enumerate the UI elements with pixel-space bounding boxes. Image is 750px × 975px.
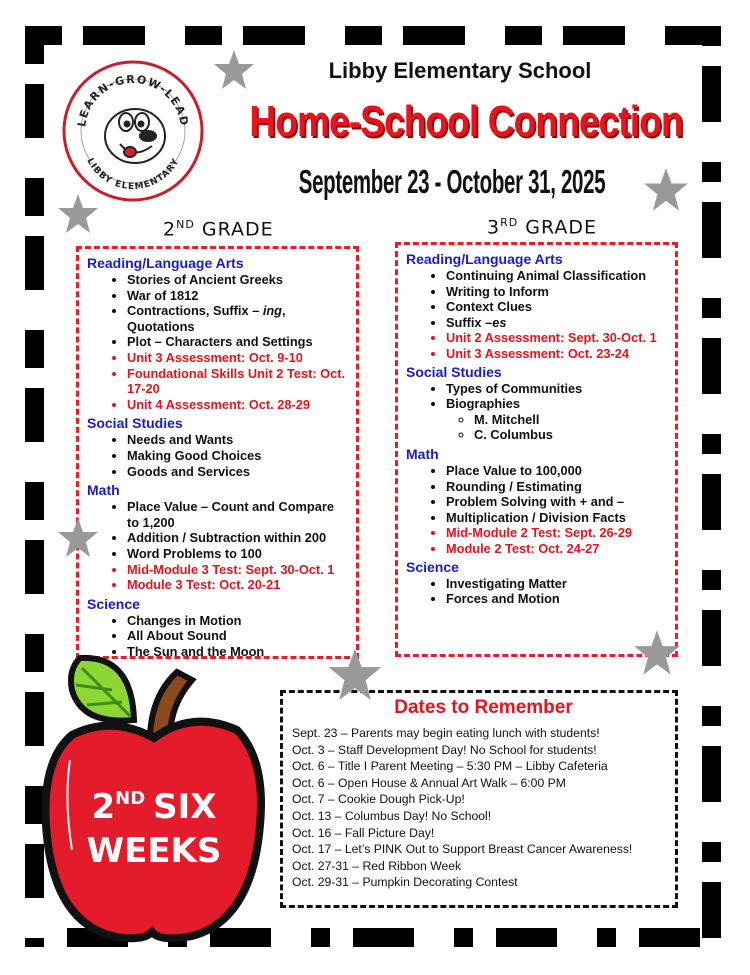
list-item: • Foundational Skills Unit 2 Test: Oct. 17-20 bbox=[127, 366, 348, 397]
date-item: Oct. 17 – Let’s PINK Out to Support Breast Cancer Awareness! bbox=[292, 842, 633, 857]
school-logo bbox=[60, 58, 206, 204]
newsletter-title: Home-School Connection bbox=[249, 97, 683, 146]
section-heading: Reading/Language Arts bbox=[406, 251, 563, 267]
date-item: Oct. 13 – Columbus Day! No School! bbox=[292, 808, 492, 823]
date-item: Oct. 27-31 – Red Ribbon Week bbox=[292, 858, 462, 873]
list-item: • Place Value to 100,000 bbox=[446, 463, 667, 479]
date-item: Oct. 29-31 – Pumpkin Decorating Contest bbox=[292, 875, 518, 890]
date-item: Sept. 23 – Parents may begin eating lunch with students! bbox=[292, 726, 600, 740]
section-heading: Science bbox=[87, 595, 140, 612]
list-item: • Biographies ◦ M. Mitchell ◦ C. Columbus bbox=[446, 396, 667, 443]
page-border-right bbox=[702, 26, 721, 947]
star-icon bbox=[56, 192, 100, 236]
section-heading: Social Studies bbox=[406, 363, 502, 380]
list-item: • Changes in Motion bbox=[127, 613, 348, 629]
bulldog-icon bbox=[105, 109, 165, 163]
list-item: • Unit 4 Assessment: Oct. 28-29 bbox=[127, 397, 348, 413]
dates-title: Dates to Remember bbox=[394, 697, 573, 718]
section-heading: Social Studies bbox=[87, 415, 183, 432]
list-item: • Word Problems to 100 bbox=[127, 546, 348, 562]
list-item: • Context Clues bbox=[446, 299, 667, 315]
sub-list-item: ◦ M. Mitchell bbox=[474, 412, 667, 428]
star-icon bbox=[326, 646, 384, 704]
list-item: • Goods and Services bbox=[127, 464, 348, 480]
date-range: September 23 - October 31, 2025 bbox=[298, 163, 606, 200]
list-item: • Writing to Inform bbox=[446, 284, 667, 300]
grade-3-heading: 3RD GRADE bbox=[487, 216, 598, 239]
logo-text-top: LEARN-GROW-LEAD bbox=[75, 72, 191, 128]
logo-text-bottom: LIBBY ELEMENTARY bbox=[84, 156, 182, 193]
list-item: • Unit 3 Assessment: Oct. 9-10 bbox=[127, 350, 348, 366]
grade-3-box bbox=[395, 242, 678, 657]
list-item: • The Sun and the Moon bbox=[127, 644, 348, 660]
section-heading: Science bbox=[406, 558, 459, 575]
star-icon bbox=[212, 48, 256, 92]
list-item: • Place Value – Count and Compare to 1,200 bbox=[127, 499, 348, 530]
date-item: Oct. 3 – Staff Development Day! No School for students! bbox=[292, 742, 597, 757]
list-item: • Unit 3 Assessment: Oct. 23-24 bbox=[446, 346, 667, 362]
sub-list-item: ◦ C. Columbus bbox=[474, 427, 667, 443]
dates-to-remember-box bbox=[280, 690, 678, 908]
list-item: • Forces and Motion bbox=[446, 591, 667, 607]
date-item: Oct. 6 – Open House & Annual Art Walk – 6:00 PM bbox=[292, 775, 566, 790]
list-item: • Stories of Ancient Greeks bbox=[127, 272, 348, 288]
list-item: • Problem Solving with + and – bbox=[446, 494, 667, 510]
list-item: • War of 1812 bbox=[127, 288, 348, 304]
apple-text-line1: 2ND SIX bbox=[91, 787, 217, 827]
list-item: • Types of Communities bbox=[446, 381, 667, 397]
list-item: • Unit 2 Assessment: Sept. 30-Oct. 1 bbox=[446, 330, 667, 346]
star-icon bbox=[56, 516, 100, 560]
star-icon bbox=[642, 166, 690, 214]
apple-graphic bbox=[42, 650, 266, 948]
list-item: • Contractions, Suffix – ing, Quotations bbox=[127, 303, 348, 334]
list-item: • Plot – Characters and Settings bbox=[127, 334, 348, 350]
date-item: Oct. 6 – Title I Parent Meeting – 5:30 PM – Libby Cafeteria bbox=[292, 759, 608, 774]
list-item: • Mid-Module 2 Test: Sept. 26-29 bbox=[446, 525, 667, 541]
list-item: • Suffix –es bbox=[446, 315, 667, 331]
section-heading: Reading/Language Arts bbox=[87, 255, 244, 271]
section-heading: Math bbox=[87, 482, 120, 499]
list-item: • Module 2 Test: Oct. 24-27 bbox=[446, 541, 667, 557]
list-item: • Investigating Matter bbox=[446, 576, 667, 592]
section-heading: Math bbox=[406, 445, 439, 462]
star-icon bbox=[632, 628, 682, 678]
date-item: Oct. 7 – Cookie Dough Pick-Up! bbox=[292, 792, 465, 807]
list-item: • Rounding / Estimating bbox=[446, 479, 667, 495]
list-item: • Making Good Choices bbox=[127, 448, 348, 464]
grade-2-box bbox=[76, 246, 359, 659]
list-item: • Multiplication / Division Facts bbox=[446, 510, 667, 526]
date-item: Oct. 16 – Fall Picture Day! bbox=[292, 825, 435, 840]
grade-2-heading: 2ND GRADE bbox=[163, 218, 274, 241]
list-item: • Mid-Module 3 Test: Sept. 30-Oct. 1 bbox=[127, 562, 348, 578]
page-border-top bbox=[25, 26, 720, 45]
list-item: • Addition / Subtraction within 200 bbox=[127, 530, 348, 546]
school-name: Libby Elementary School bbox=[328, 58, 592, 83]
list-item: • All About Sound bbox=[127, 628, 348, 644]
list-item: • Continuing Animal Classification bbox=[446, 268, 667, 284]
list-item: • Module 3 Test: Oct. 20-21 bbox=[127, 577, 348, 593]
apple-text-line2: WEEKS bbox=[86, 831, 222, 871]
list-item: • Needs and Wants bbox=[127, 432, 348, 448]
